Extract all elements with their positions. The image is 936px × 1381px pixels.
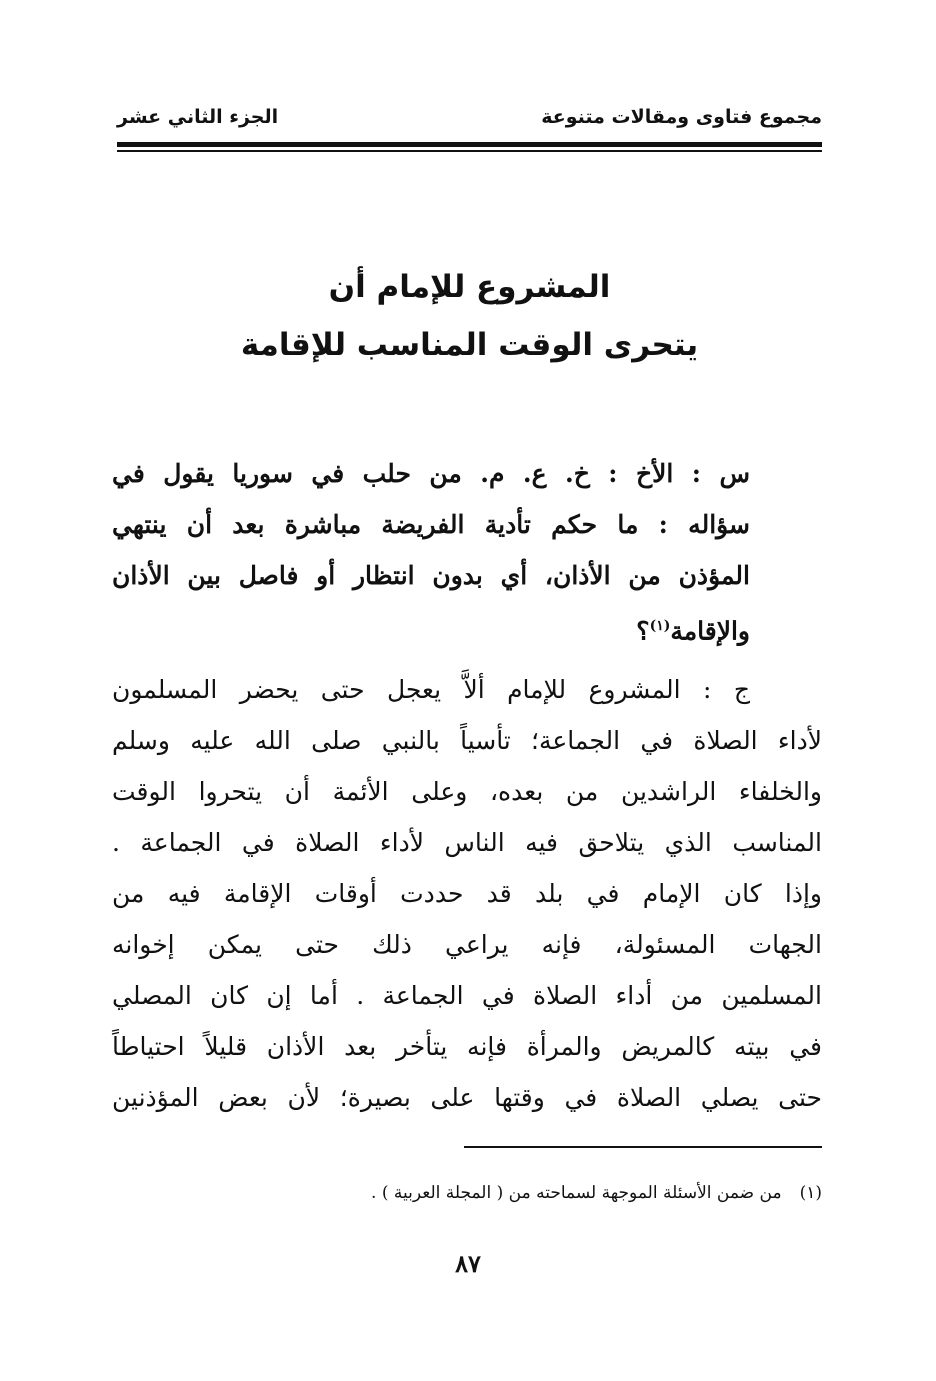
answer-line: المسلمين من أداء الصلاة في الجماعة . أما إن كان المصلي xyxy=(112,981,822,1011)
answer-line: الجهات المسئولة، فإنه يراعي ذلك حتى يمكن إخوانه xyxy=(112,930,822,960)
article-title xyxy=(117,258,822,374)
footnote-reference[interactable]: (١) xyxy=(649,618,671,634)
header-rule-thick xyxy=(117,142,822,147)
footnote-number: (١) xyxy=(799,1183,822,1203)
answer-line: والخلفاء الراشدين من بعده، وعلى الأئمة أن يتحروا الوقت xyxy=(112,777,822,807)
question-mark: ؟ xyxy=(636,616,650,646)
question-paragraph xyxy=(112,448,822,656)
answer-paragraph xyxy=(112,664,822,1123)
answer-line: في بيته كالمريض والمرأة فإنه يتأخر بعد الأذان قليلاً احتياطاً xyxy=(112,1032,822,1062)
answer-line: وإذا كان الإمام في بلد قد حددت أوقات الإقامة فيه من xyxy=(112,879,822,909)
title-line-2: يتحرى الوقت المناسب للإقامة xyxy=(240,327,699,363)
title-line-1: المشروع للإمام أن xyxy=(328,269,611,305)
body-text xyxy=(112,448,822,1123)
footnote xyxy=(117,1183,822,1203)
footnote-text: من ضمن الأسئلة الموجهة لسماحته من ( المجلة العربية ) . xyxy=(371,1183,782,1203)
question-line: سؤاله : ما حكم تأدية الفريضة مباشرة بعد أن ينتهي xyxy=(112,510,750,539)
volume-label: الجزء الثاني عشر xyxy=(117,106,279,128)
question-last-line xyxy=(112,601,750,656)
question-line: س : الأخ : خ. ع. م. من حلب في سوريا يقول في xyxy=(112,459,750,488)
header-rule-thin xyxy=(117,150,822,152)
book-title: مجموع فتاوى ومقالات متنوعة xyxy=(541,106,822,128)
answer-line: المناسب الذي يتلاحق فيه الناس لأداء الصلاة في الجماعة . xyxy=(112,828,822,858)
answer-line: ج : المشروع للإمام ألاَّ يعجل حتى يحضر المسلمون xyxy=(112,675,750,705)
running-header xyxy=(117,106,822,136)
question-line: والإقامة xyxy=(670,616,750,646)
answer-line: لأداء الصلاة في الجماعة؛ تأسياً بالنبي صلى الله عليه وسلم xyxy=(112,726,822,756)
question-line: المؤذن من الأذان، أي بدون انتظار أو فاصل بين الأذان xyxy=(112,561,750,590)
footnote-separator xyxy=(464,1146,822,1148)
page-number: ٨٧ xyxy=(455,1249,481,1278)
answer-line: حتى يصلي الصلاة في وقتها على بصيرة؛ لأن بعض المؤذنين xyxy=(112,1083,822,1113)
